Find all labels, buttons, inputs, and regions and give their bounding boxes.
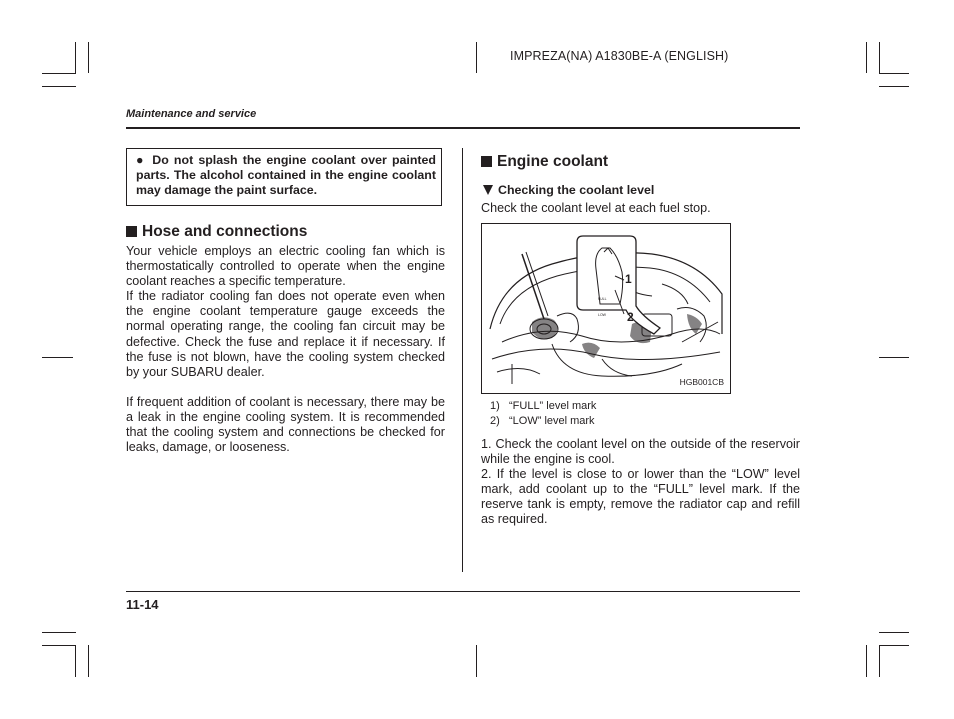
footer-rule [126,591,800,592]
section-title: Maintenance and service [126,108,257,120]
checking-subheading-text: Checking the coolant level [498,183,655,197]
figure-callout-2: 2 [627,310,634,324]
hose-heading-text: Hose and connections [142,223,308,240]
crop-mark [866,42,867,73]
legend-item [481,399,596,414]
tank-label-full: FULL [598,297,607,301]
figure-code: HGB001CB [679,377,724,387]
crop-mark [75,645,76,677]
square-bullet-icon [126,226,137,237]
hose-paragraph-1: Your vehicle employs an electric cooling fan which is thermostatically controlled to operate when the engine coolant reaches a specific temperature. [126,244,445,289]
crop-mark [75,42,76,73]
crop-mark [88,645,89,677]
legend-number: 2) [490,414,500,427]
coolant-heading-text: Engine coolant [497,153,609,170]
warning-box [126,148,442,206]
coolant-heading [481,153,608,171]
coolant-steps [481,437,800,528]
legend-item [481,414,596,429]
figure-legend [481,399,596,428]
crop-mark [879,42,880,73]
hose-paragraph-2: If the radiator cooling fan does not operate even when the engine coolant temperature gauge exceeds the normal operating range, the cooling fan circuit may be defective. Check the fuse and replace it if necessary. If the fuse is not blown, have the cooling system checked by your SUBARU dealer. [126,289,445,379]
crop-mark [42,645,76,646]
square-bullet-icon [481,156,492,167]
crop-mark [879,632,909,633]
column-divider [462,148,463,572]
checking-subheading [483,183,654,197]
crop-mark [476,42,477,73]
engine-bay-illustration [482,224,730,393]
hose-body [126,244,445,455]
crop-mark [879,73,909,74]
crop-mark [42,632,76,633]
crop-mark [879,645,909,646]
crop-mark [879,357,909,358]
hose-heading [126,223,307,241]
crop-mark [879,645,880,677]
figure-callout-1: 1 [625,272,632,286]
step-1: 1. Check the coolant level on the outside of the reservoir while the engine is cool. [481,437,800,467]
crop-mark [879,86,909,87]
legend-text: “LOW” level mark [509,414,595,427]
hose-paragraph-3: If frequent addition of coolant is necessary, there may be a leak in the engine cooling system. It is recommended that the cooling system and connections be checked for leaks, damage, or looseness. [126,394,445,455]
tank-label-low: LOW [598,313,606,317]
bullet-icon: ● [136,153,146,167]
legend-number: 1) [490,400,500,412]
crop-mark [476,645,477,677]
page-number: 11-14 [126,597,159,612]
engine-bay-figure [481,223,731,394]
triangle-bullet-icon [483,185,493,195]
legend-text: “FULL” level mark [509,400,597,412]
warning-text [136,153,436,198]
crop-mark [42,73,76,74]
warning-message: Do not splash the engine coolant over painted parts. The alcohol contained in the engine coolant may damage the paint surface. [136,153,436,197]
header-rule [126,127,800,129]
crop-mark [88,42,89,73]
crop-mark [866,645,867,677]
step-2: 2. If the level is close to or lower than the “LOW” level mark, add coolant up to the “FULL” level mark. If the reserve tank is empty, remove the radiator cap and refill as required. [481,467,800,527]
crop-mark [42,357,73,358]
document-id: IMPREZA(NA) A1830BE-A (ENGLISH) [510,49,729,63]
crop-mark [42,86,76,87]
coolant-intro: Check the coolant level at each fuel stop. [481,201,711,215]
